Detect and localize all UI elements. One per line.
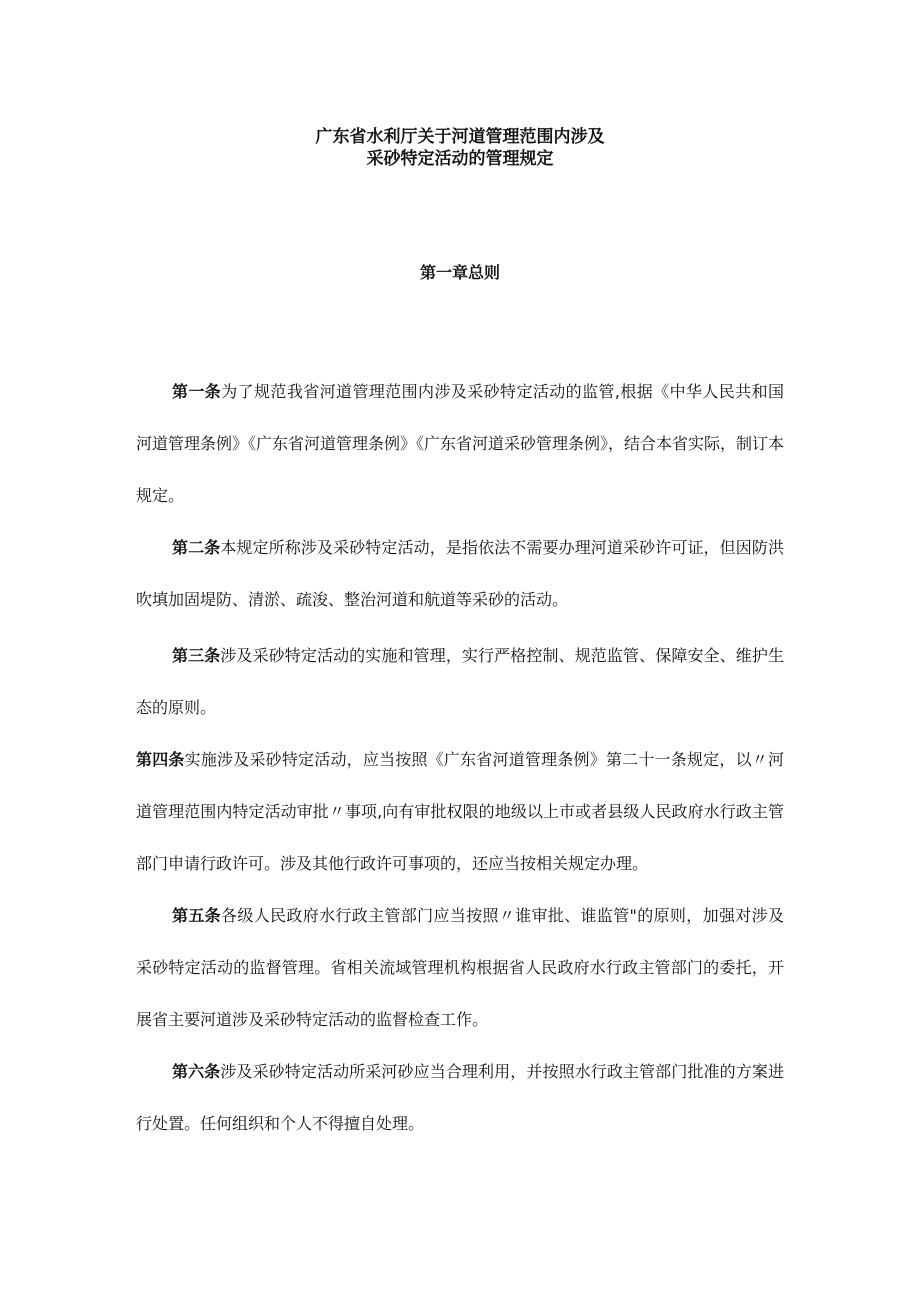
article-5 xyxy=(136,890,784,1046)
article-2-text: 本规定所称涉及采砂特定活动，是指依法不需要办理河道采砂许可证，但因防洪吹填加固堤防、清淤、疏浚、整治河道和航道等采砂的活动。 xyxy=(136,538,784,609)
article-6-text: 涉及采砂特定活动所采河砂应当合理利用，并按照水行政主管部门批准的方案进行处置。任何组织和个人不得擅自处理。 xyxy=(136,1062,784,1133)
article-1-text: 为了规范我省河道管理范围内涉及采砂特定活动的监管,根据《中华人民共和国河道管理条例》《广东省河道管理条例》《广东省河道采砂管理条例》，结合本省实际，制订本规定。 xyxy=(136,382,785,505)
article-4-label: 第四条 xyxy=(136,750,185,769)
article-2-label: 第二条 xyxy=(172,538,221,557)
article-3-label: 第三条 xyxy=(172,646,221,665)
article-3-text: 涉及采砂特定活动的实施和管理，实行严格控制、规范监管、保障安全、维护生态的原则。 xyxy=(136,646,784,717)
article-6-label: 第六条 xyxy=(172,1062,221,1081)
article-5-text: 各级人民政府水行政主管部门应当按照〃谁审批、谁监管"的原则，加强对涉及采砂特定活动的监督管理。省相关流域管理机构根据省人民政府水行政主管部门的委托，开展省主要河道涉及采砂特定活动的监督检查工作。 xyxy=(136,906,784,1029)
article-1-label: 第一条 xyxy=(172,382,222,401)
document-title-line-2: 采砂特定活动的管理规定 xyxy=(366,149,554,169)
document-title-line-1: 广东省水利厅关于河道管理范围内涉及 xyxy=(315,127,605,147)
article-3 xyxy=(136,630,784,734)
article-1 xyxy=(136,366,784,522)
article-4 xyxy=(136,734,784,890)
article-4-text: 实施涉及采砂特定活动，应当按照《广东省河道管理条例》第二十一条规定，以〃河道管理范围内特定活动审批〃事项,向有审批权限的地级以上市或者县级人民政府水行政主管部门申请行政许可。涉及其他行政许可事项的，还应当按相关规定办理。 xyxy=(136,750,784,873)
article-6 xyxy=(136,1046,784,1150)
article-2 xyxy=(136,522,784,626)
chapter-title: 第一章总则 xyxy=(419,263,500,282)
article-5-label: 第五条 xyxy=(172,906,222,925)
